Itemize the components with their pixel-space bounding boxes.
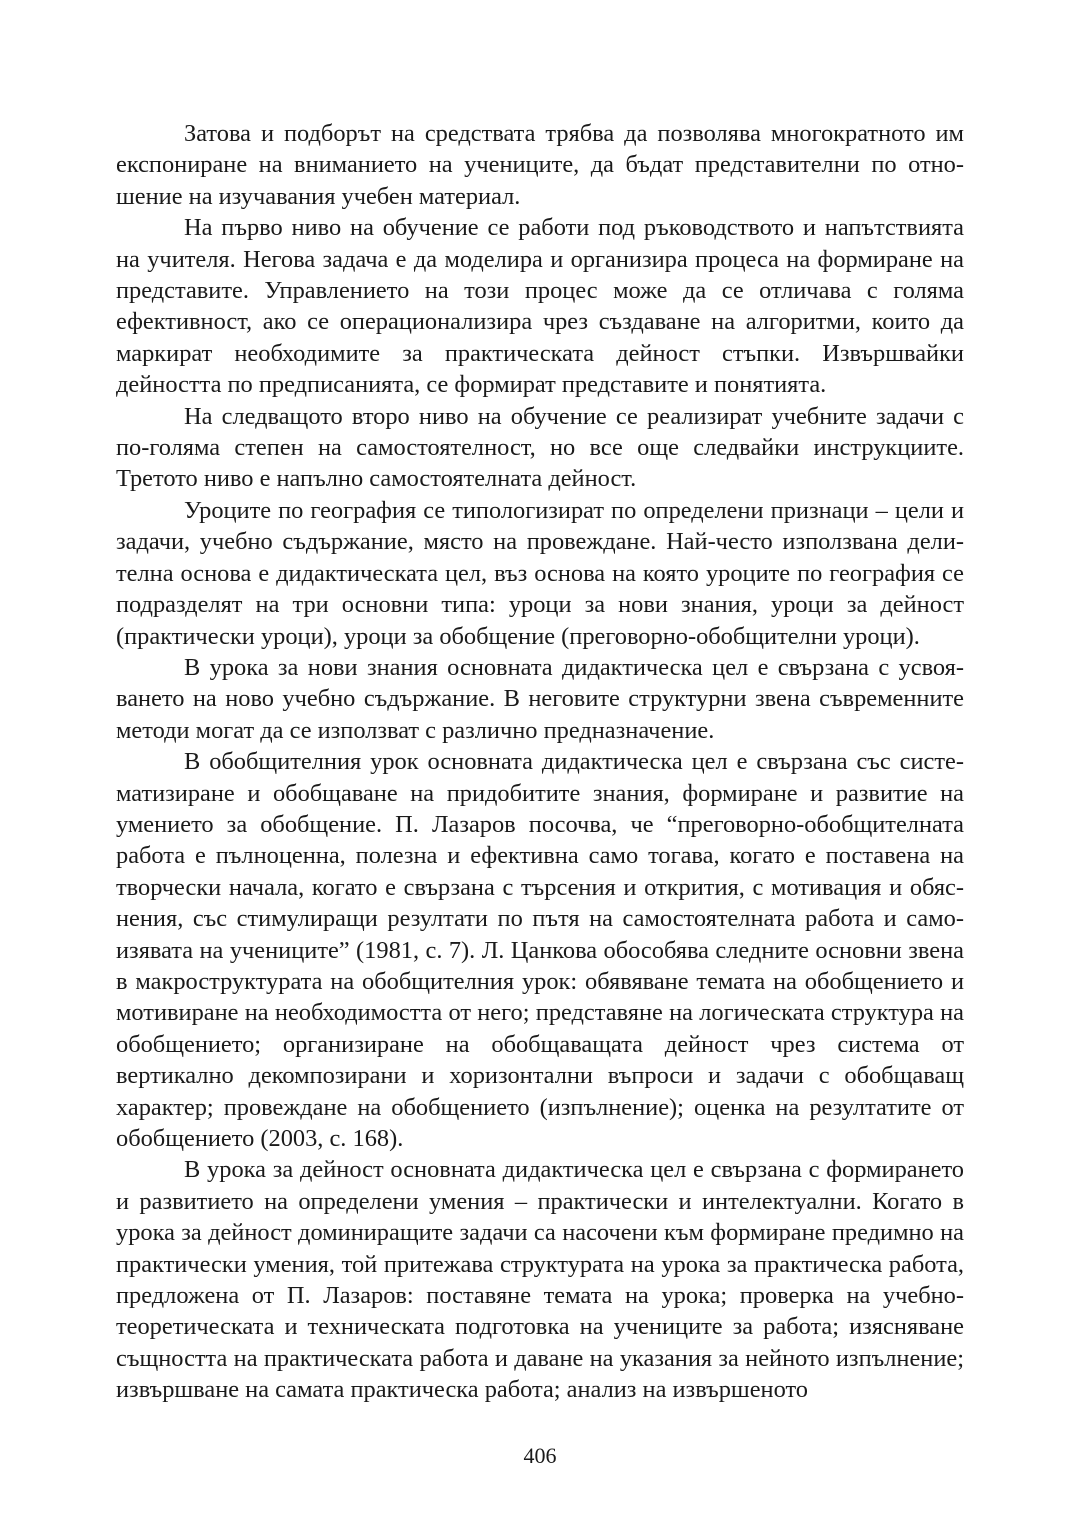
paragraph-1: Затова и подборът на средствата трябва да позволява многократното им експониране на вниманието на учениците, да бъдат представителни по отношение на изучавания учебен материал. (116, 120, 964, 210)
paragraph-2: На първо ниво на обучение се работи под ръководството и напътствията на учителя. Негова задача е да моделира и организира процеса на формиране на представите. Управлението на този процес може да се отличава с голяма ефективност, ако се операционализира чрез създаване на алгоритми, които да маркират необходимите за практическата дейност стъпки. Извършвайки дейността по предписанията, се формират представите и понятията. (116, 214, 964, 399)
page-body (116, 118, 964, 1406)
page-number: 406 (523, 1443, 557, 1468)
paragraph-6: В обобщителния урок основната дидактическа цел е свързана със систематизиране и обобщаване на придобитите знания, формиране и развитие на умението за обобщение. П. Лазаров посочва, че “преговорно-обобщителната работа е пълноценна, полезна и ефективна само тогава, когато е поставена на творчески начала, когато е свързана с търсения и открития, с мотивация и обяснения, със стимулиращи резултати по пътя на самостоятелната работа и самоизявата на учениците” (1981, с. 7). Л. Цанкова обособява следните основни звена в макроструктурата на обобщителния урок: обявяване темата на обобщението и мотивиране на необходимостта от него; представяне на логическата структура на обобщението; организиране на обобщаващата дейност чрез система от вертикално декомпозирани и хоризонтални въпроси и задачи с обобщаващ характер; провеждане на обобщението (изпълнение); оценка на резултатите от обобщението (2003, с. 168). (116, 748, 964, 1152)
paragraph-3: На следващото второ ниво на обучение се реализират учебните задачи с по-голяма степен на самостоятелност, но все още следвайки инструкциите. Третото ниво е напълно самостоятелната дейност. (116, 402, 964, 493)
paragraph-5: В урока за нови знания основната дидактическа цел е свързана с усвояването на ново учебно съдържание. В неговите структурни звена съвременните методи могат да се използват с различно предназначение. (116, 653, 964, 744)
paragraph-7: В урока за дейност основната дидактическа цел е свързана с формирането и развитието на определени умения – практически и интелектуални. Когато в урока за дейност доминиращите задачи са насочени към формиране предимно на практически умения, той притежава структурата на урока за практическа работа, предложена от П. Лазаров: поставяне темата на урока; проверка на учебно-теоретическата и техническата подготовка на учениците за работа; изясняване същността на практическата работа и даване на указания за нейното изпълнение; извършване на самата практическа работа; анализ на извършеното (116, 1156, 964, 1404)
paragraph-4: Уроците по география се типологизират по определени признаци – цели и задачи, учебно съдържание, място на провеждане. Най-често използвана делителна основа е дидактическата цел, въз основа на която уроците по география се подразделят на три основни типа: уроци за нови знания, уроци за дейност (практически уроци), уроци за обобщение (преговорно-обобщителни уроци). (116, 496, 964, 650)
